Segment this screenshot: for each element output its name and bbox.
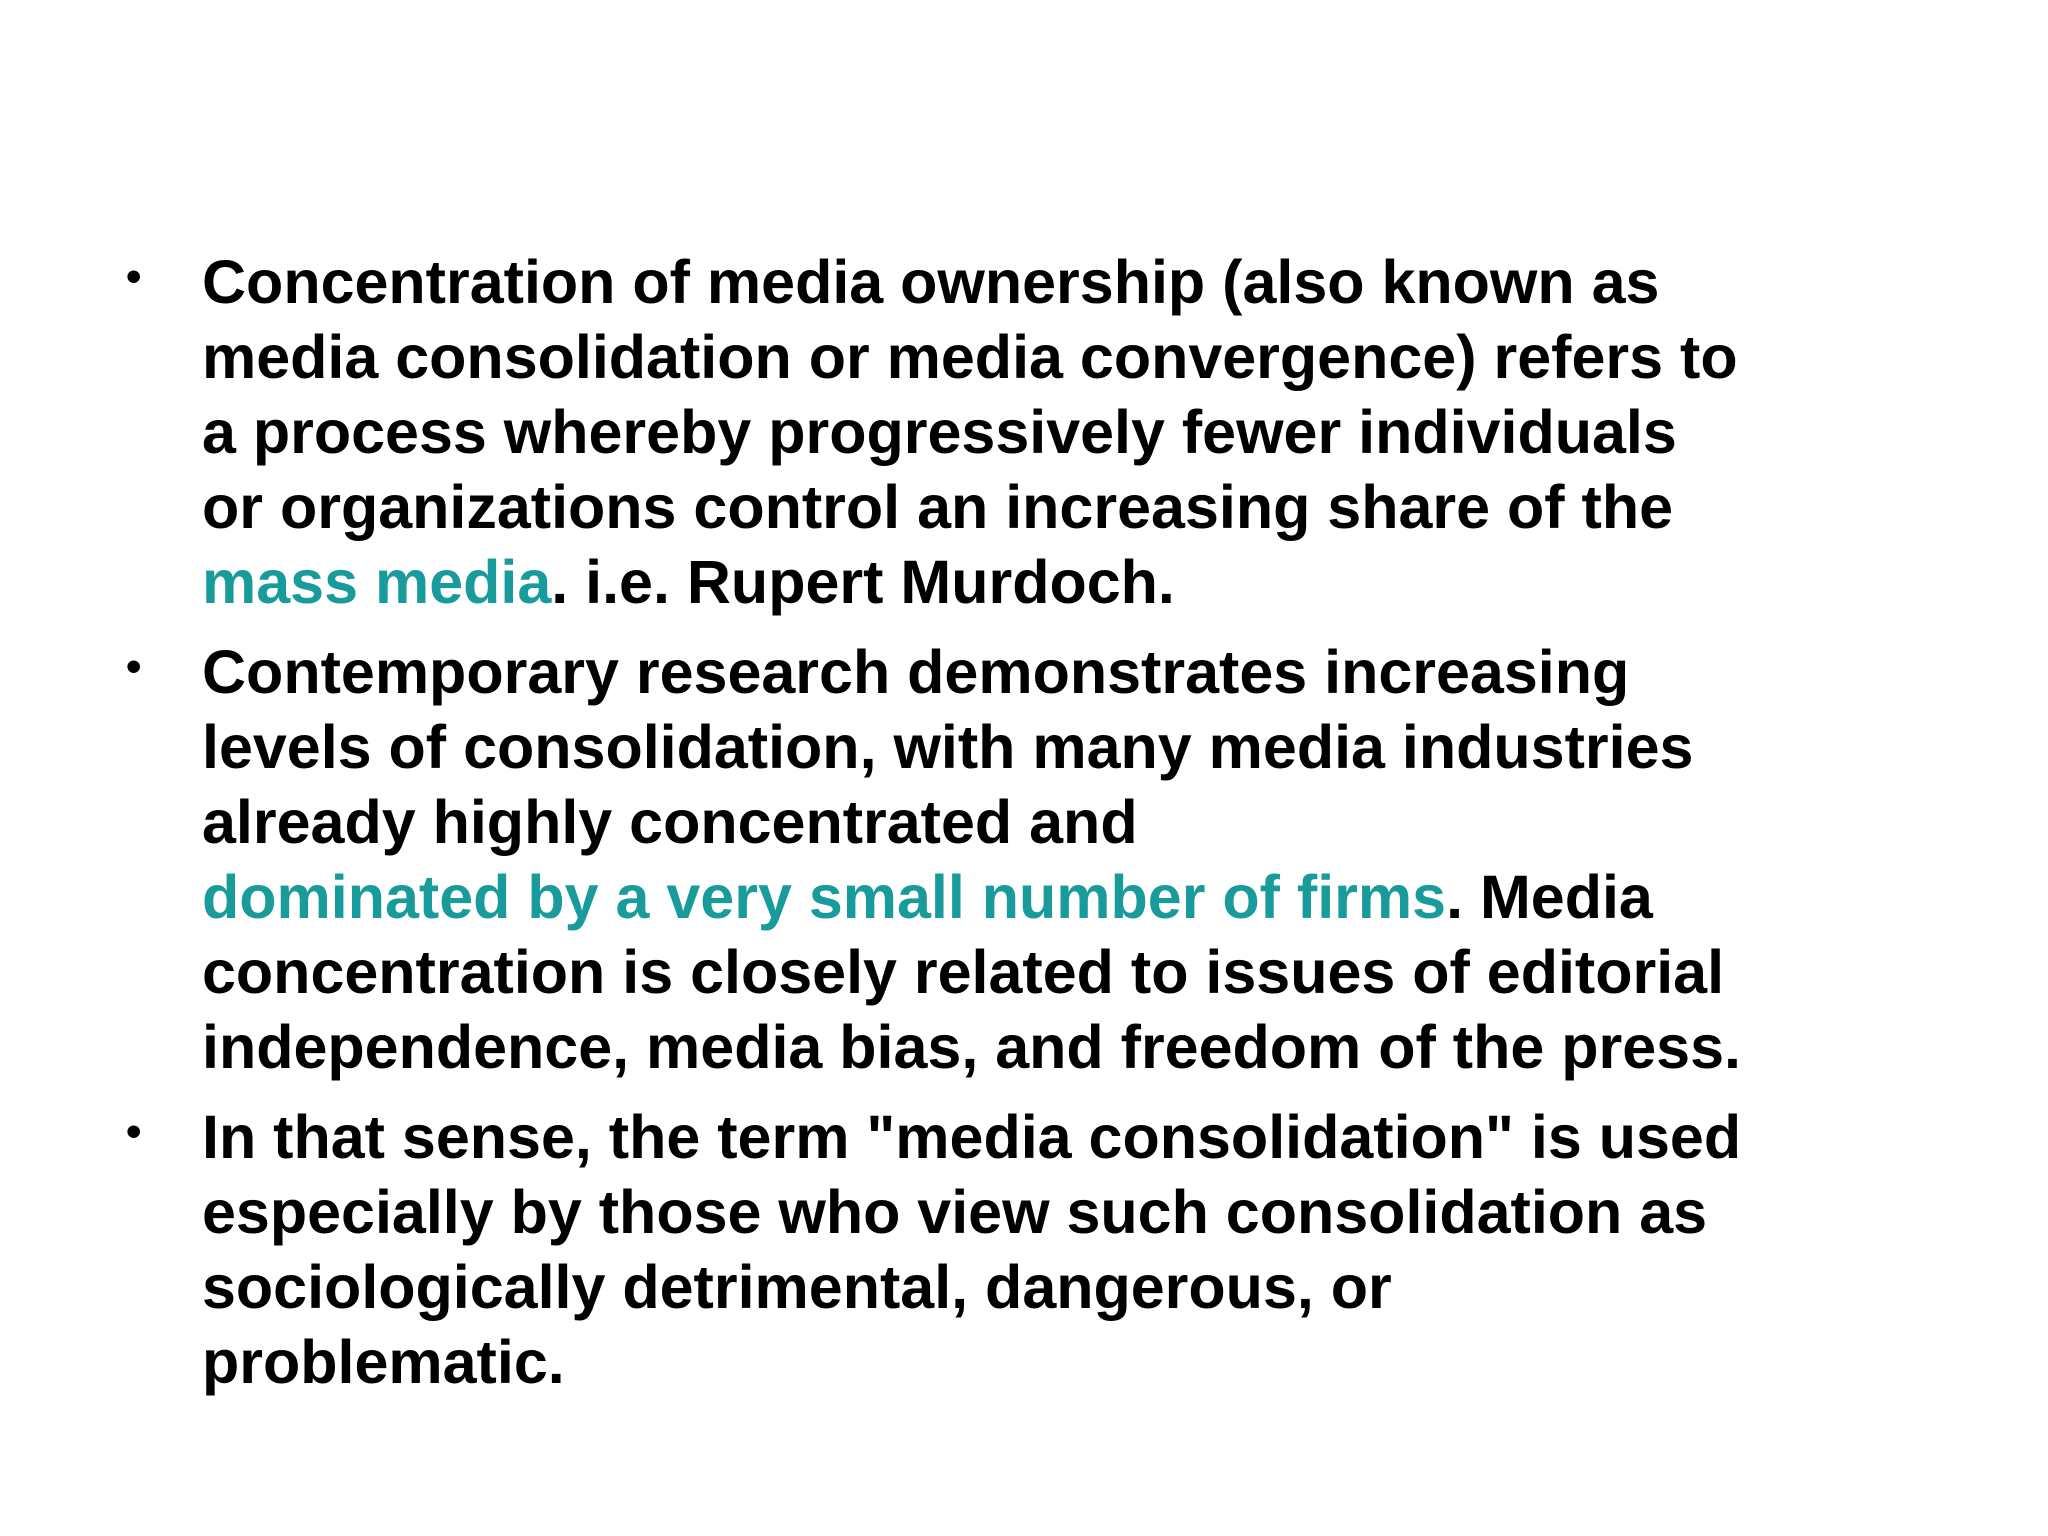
bullet-1-line-4: or organizations control an increasing share of the <box>202 473 1674 541</box>
bullet-2-line-4 <box>202 860 1986 935</box>
bullet-3-line-2: especially by those who view such consolidation as <box>202 1178 1708 1246</box>
bullet-item-term <box>126 1100 1986 1400</box>
bullet-dot-icon: • <box>126 1107 142 1156</box>
bullet-1-line-1: Concentration of media ownership (also known as <box>202 248 1660 316</box>
bullet-2-line-6: independence, media bias, and freedom of the press. <box>202 1013 1741 1081</box>
dominated-by-firms-link[interactable]: dominated by a very small number of firms <box>202 863 1447 931</box>
bullet-2-line-1: Contemporary research demonstrates increasing <box>202 638 1630 706</box>
bullet-dot-icon: • <box>126 642 142 691</box>
bullet-1-line-2: media consolidation or media convergence) refers to <box>202 323 1738 391</box>
bullet-1-link-trailer: . i.e. Rupert Murdoch. <box>551 548 1175 616</box>
bullet-3-line-1: In that sense, the term "media consolidation" is used <box>202 1103 1742 1171</box>
bullet-3-line-3: sociologically detrimental, dangerous, or <box>202 1253 1392 1321</box>
bullet-2-line-5: concentration is closely related to issues of editorial <box>202 938 1725 1006</box>
bullet-item-research <box>126 635 1986 1085</box>
mass-media-link[interactable]: mass media <box>202 548 552 616</box>
bullet-3-line-4: problematic. <box>202 1328 565 1396</box>
bullet-item-ownership <box>126 245 1986 620</box>
bullet-1-line-3: a process whereby progressively fewer individuals <box>202 398 1677 466</box>
bullet-2-link-trailer: . Media <box>1446 863 1653 931</box>
bullet-1-line-5 <box>202 545 1986 620</box>
bullet-2-line-2: levels of consolidation, with many media industries <box>202 713 1694 781</box>
bullet-2-line-3: already highly concentrated and <box>202 788 1138 856</box>
bullet-list <box>126 245 1986 1415</box>
bullet-dot-icon: • <box>126 252 142 301</box>
